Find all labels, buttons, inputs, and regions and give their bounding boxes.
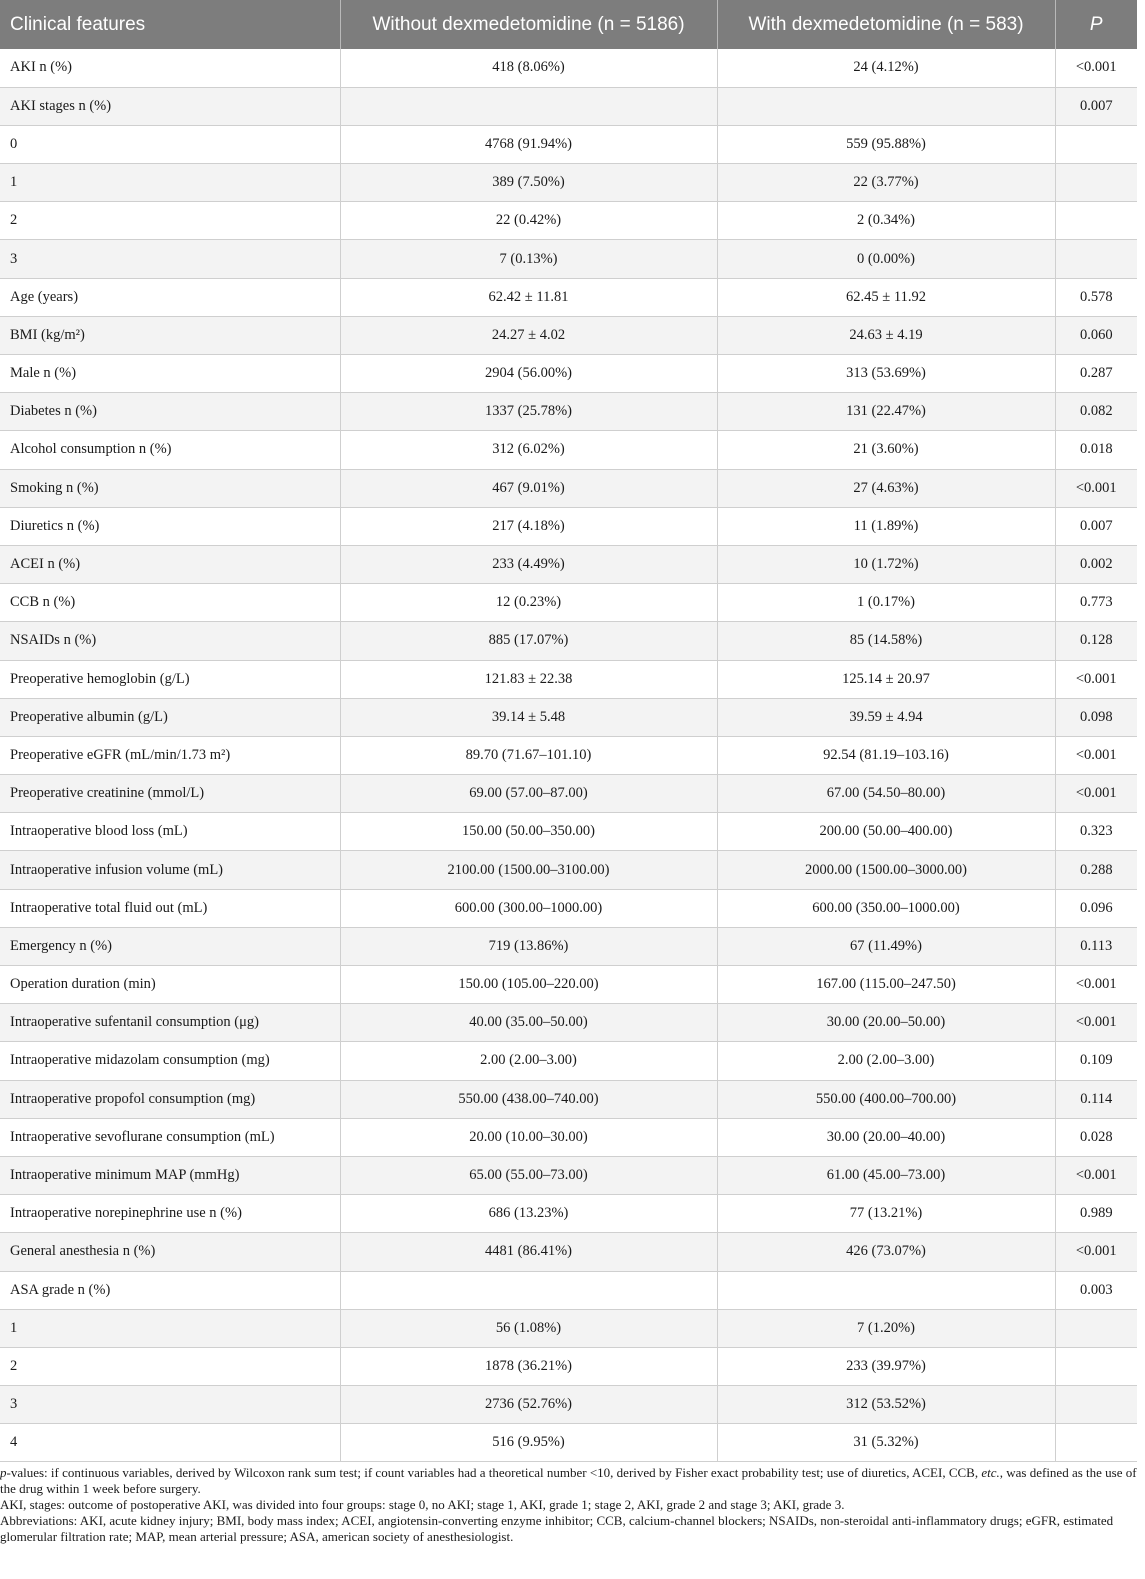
cell-with-dex: 600.00 (350.00–1000.00) [717,889,1055,927]
table-footnotes [0,1462,1143,1545]
cell-feature: 0 [0,125,340,163]
cell-without-dex: 312 (6.02%) [340,431,717,469]
footnote-abbreviations: Abbreviations: AKI, acute kidney injury; BMI, body mass index; ACEI, angiotensin-converting enzyme inhibitor; CCB, calcium-channel blockers; NSAIDs, non-steroidal anti-inflammatory drugs; eGFR, estimated glomerular filtration rate; MAP, mean arterial pressure; ASA, american society of anesthesiologist. [0,1513,1114,1545]
cell-p-value [1055,1386,1137,1424]
cell-feature: Alcohol consumption n (%) [0,431,340,469]
cell-without-dex: 150.00 (50.00–350.00) [340,813,717,851]
table-row [0,889,1137,927]
cell-without-dex: 217 (4.18%) [340,507,717,545]
cell-feature: NSAIDs n (%) [0,622,340,660]
cell-p-value: <0.001 [1055,660,1137,698]
cell-without-dex: 40.00 (35.00–50.00) [340,1004,717,1042]
table-row [0,736,1137,774]
cell-with-dex: 2.00 (2.00–3.00) [717,1042,1055,1080]
cell-without-dex: 65.00 (55.00–73.00) [340,1156,717,1194]
cell-feature: 3 [0,240,340,278]
cell-without-dex: 885 (17.07%) [340,622,717,660]
cell-with-dex: 167.00 (115.00–247.50) [717,966,1055,1004]
cell-p-value: <0.001 [1055,775,1137,813]
cell-without-dex: 20.00 (10.00–30.00) [340,1118,717,1156]
cell-p-value: 0.109 [1055,1042,1137,1080]
cell-with-dex: 11 (1.89%) [717,507,1055,545]
cell-feature: General anesthesia n (%) [0,1233,340,1271]
cell-with-dex: 24 (4.12%) [717,49,1055,87]
cell-feature: AKI n (%) [0,49,340,87]
cell-p-value: 0.007 [1055,87,1137,125]
table-row [0,316,1137,354]
cell-with-dex: 125.14 ± 20.97 [717,660,1055,698]
cell-with-dex [717,1271,1055,1309]
cell-p-value [1055,1347,1137,1385]
cell-without-dex: 22 (0.42%) [340,202,717,240]
cell-p-value: 0.114 [1055,1080,1137,1118]
cell-feature: Operation duration (min) [0,966,340,1004]
cell-p-value: <0.001 [1055,469,1137,507]
cell-feature: ASA grade n (%) [0,1271,340,1309]
cell-p-value: 0.098 [1055,698,1137,736]
footnote-pvalues-text: -values: if continuous variables, derived by Wilcoxon rank sum test; if count variables had a theoretical number <10, derived by Fisher exact probability test; use of diuretics, ACEI, CCB, [6,1465,982,1481]
cell-with-dex: 39.59 ± 4.94 [717,698,1055,736]
cell-p-value: <0.001 [1055,1004,1137,1042]
cell-without-dex: 12 (0.23%) [340,584,717,622]
cell-feature: 4 [0,1424,340,1462]
cell-with-dex: 92.54 (81.19–103.16) [717,736,1055,774]
cell-with-dex: 131 (22.47%) [717,393,1055,431]
cell-p-value: 0.028 [1055,1118,1137,1156]
cell-p-value: <0.001 [1055,1233,1137,1271]
cell-feature: Preoperative hemoglobin (g/L) [0,660,340,698]
cell-p-value: <0.001 [1055,1156,1137,1194]
cell-with-dex: 7 (1.20%) [717,1309,1055,1347]
table-row [0,507,1137,545]
cell-with-dex: 30.00 (20.00–40.00) [717,1118,1055,1156]
cell-feature: 1 [0,1309,340,1347]
cell-p-value [1055,1424,1137,1462]
table-row [0,966,1137,1004]
cell-with-dex: 233 (39.97%) [717,1347,1055,1385]
cell-p-value: <0.001 [1055,966,1137,1004]
cell-with-dex: 85 (14.58%) [717,622,1055,660]
table-row [0,164,1137,202]
header-row [0,0,1137,49]
cell-with-dex: 77 (13.21%) [717,1195,1055,1233]
table-row [0,87,1137,125]
cell-p-value: 0.128 [1055,622,1137,660]
table-row [0,1042,1137,1080]
table-row [0,1004,1137,1042]
cell-without-dex: 686 (13.23%) [340,1195,717,1233]
cell-with-dex: 2 (0.34%) [717,202,1055,240]
footnote-pvalues-tail: , was defined as the use of the drug within 1 week before surgery. [0,1465,1137,1497]
cell-feature: BMI (kg/m²) [0,316,340,354]
cell-without-dex [340,1271,717,1309]
cell-p-value: 0.578 [1055,278,1137,316]
cell-p-value: 0.287 [1055,355,1137,393]
cell-without-dex: 233 (4.49%) [340,545,717,583]
table-row [0,202,1137,240]
cell-without-dex: 24.27 ± 4.02 [340,316,717,354]
cell-without-dex: 2100.00 (1500.00–3100.00) [340,851,717,889]
table-row [0,622,1137,660]
cell-feature: 1 [0,164,340,202]
cell-feature: Intraoperative blood loss (mL) [0,813,340,851]
cell-without-dex: 418 (8.06%) [340,49,717,87]
cell-without-dex: 89.70 (71.67–101.10) [340,736,717,774]
cell-feature: Intraoperative total fluid out (mL) [0,889,340,927]
cell-with-dex: 559 (95.88%) [717,125,1055,163]
table-row [0,1118,1137,1156]
cell-feature: ACEI n (%) [0,545,340,583]
header-with-dexmedetomidine: With dexmedetomidine (n = 583) [717,0,1055,49]
cell-p-value: 0.288 [1055,851,1137,889]
table-row [0,1386,1137,1424]
table-row [0,1156,1137,1194]
cell-with-dex: 30.00 (20.00–50.00) [717,1004,1055,1042]
cell-without-dex: 550.00 (438.00–740.00) [340,1080,717,1118]
cell-with-dex: 24.63 ± 4.19 [717,316,1055,354]
cell-p-value: 0.773 [1055,584,1137,622]
table-row [0,1195,1137,1233]
cell-without-dex: 4481 (86.41%) [340,1233,717,1271]
cell-without-dex: 39.14 ± 5.48 [340,698,717,736]
cell-p-value: 0.989 [1055,1195,1137,1233]
cell-with-dex: 10 (1.72%) [717,545,1055,583]
cell-feature: Age (years) [0,278,340,316]
cell-with-dex: 67 (11.49%) [717,927,1055,965]
footnote-etc: etc. [981,1465,1000,1481]
cell-p-value: <0.001 [1055,736,1137,774]
cell-without-dex: 1337 (25.78%) [340,393,717,431]
table-row [0,49,1137,87]
cell-feature: Intraoperative minimum MAP (mmHg) [0,1156,340,1194]
cell-p-value [1055,202,1137,240]
cell-with-dex: 31 (5.32%) [717,1424,1055,1462]
table-row [0,1347,1137,1385]
table-row [0,431,1137,469]
table-row [0,1424,1137,1462]
cell-with-dex: 62.45 ± 11.92 [717,278,1055,316]
table-row [0,240,1137,278]
cell-feature: Emergency n (%) [0,927,340,965]
cell-p-value: 0.060 [1055,316,1137,354]
cell-p-value: 0.113 [1055,927,1137,965]
cell-with-dex: 1 (0.17%) [717,584,1055,622]
cell-with-dex: 312 (53.52%) [717,1386,1055,1424]
table-row [0,813,1137,851]
cell-without-dex: 389 (7.50%) [340,164,717,202]
cell-without-dex: 719 (13.86%) [340,927,717,965]
cell-feature: Intraoperative infusion volume (mL) [0,851,340,889]
table-row [0,278,1137,316]
cell-without-dex: 69.00 (57.00–87.00) [340,775,717,813]
cell-without-dex: 150.00 (105.00–220.00) [340,966,717,1004]
cell-feature: Preoperative albumin (g/L) [0,698,340,736]
cell-feature: Intraoperative propofol consumption (mg) [0,1080,340,1118]
cell-with-dex: 426 (73.07%) [717,1233,1055,1271]
cell-with-dex: 2000.00 (1500.00–3000.00) [717,851,1055,889]
table-row [0,1271,1137,1309]
cell-without-dex: 2.00 (2.00–3.00) [340,1042,717,1080]
cell-p-value [1055,240,1137,278]
cell-feature: Diuretics n (%) [0,507,340,545]
cell-without-dex: 121.83 ± 22.38 [340,660,717,698]
table-row [0,1309,1137,1347]
cell-without-dex: 1878 (36.21%) [340,1347,717,1385]
cell-feature: Intraoperative sufentanil consumption (μg) [0,1004,340,1042]
cell-without-dex [340,87,717,125]
table-row [0,545,1137,583]
table-row [0,927,1137,965]
table-body [0,49,1137,1462]
header-p-value: P [1055,0,1137,49]
cell-with-dex: 550.00 (400.00–700.00) [717,1080,1055,1118]
cell-with-dex: 67.00 (54.50–80.00) [717,775,1055,813]
table-row [0,851,1137,889]
cell-without-dex: 62.42 ± 11.81 [340,278,717,316]
cell-with-dex: 61.00 (45.00–73.00) [717,1156,1055,1194]
table-row [0,125,1137,163]
cell-with-dex: 21 (3.60%) [717,431,1055,469]
cell-p-value [1055,125,1137,163]
cell-feature: 2 [0,1347,340,1385]
cell-feature: Preoperative creatinine (mmol/L) [0,775,340,813]
cell-p-value: 0.007 [1055,507,1137,545]
cell-with-dex: 0 (0.00%) [717,240,1055,278]
cell-feature: Intraoperative norepinephrine use n (%) [0,1195,340,1233]
cell-feature: AKI stages n (%) [0,87,340,125]
table-row [0,698,1137,736]
cell-p-value: 0.096 [1055,889,1137,927]
cell-feature: Intraoperative sevoflurane consumption (mL) [0,1118,340,1156]
cell-p-value: <0.001 [1055,49,1137,87]
cell-without-dex: 516 (9.95%) [340,1424,717,1462]
table-row [0,393,1137,431]
table-row [0,469,1137,507]
cell-without-dex: 2904 (56.00%) [340,355,717,393]
cell-without-dex: 4768 (91.94%) [340,125,717,163]
table-row [0,584,1137,622]
cell-without-dex: 56 (1.08%) [340,1309,717,1347]
cell-p-value [1055,164,1137,202]
footnote-p-letter: p [0,1465,7,1481]
cell-with-dex: 313 (53.69%) [717,355,1055,393]
cell-p-value: 0.082 [1055,393,1137,431]
cell-p-value: 0.003 [1055,1271,1137,1309]
cell-p-value: 0.323 [1055,813,1137,851]
cell-feature: Smoking n (%) [0,469,340,507]
cell-without-dex: 7 (0.13%) [340,240,717,278]
table-row [0,660,1137,698]
cell-with-dex: 200.00 (50.00–400.00) [717,813,1055,851]
table-row [0,355,1137,393]
footnote-pvalues [0,1465,1137,1497]
cell-without-dex: 600.00 (300.00–1000.00) [340,889,717,927]
cell-p-value [1055,1309,1137,1347]
cell-feature: 2 [0,202,340,240]
cell-feature: Diabetes n (%) [0,393,340,431]
table-header [0,0,1137,49]
cell-with-dex: 27 (4.63%) [717,469,1055,507]
header-clinical-features: Clinical features [0,0,340,49]
cell-feature: Preoperative eGFR (mL/min/1.73 m²) [0,736,340,774]
cell-with-dex [717,87,1055,125]
cell-p-value: 0.018 [1055,431,1137,469]
table-row [0,775,1137,813]
cell-feature: CCB n (%) [0,584,340,622]
header-without-dexmedetomidine: Without dexmedetomidine (n = 5186) [340,0,717,49]
cell-feature: Intraoperative midazolam consumption (mg) [0,1042,340,1080]
table-row [0,1080,1137,1118]
cell-feature: 3 [0,1386,340,1424]
cell-without-dex: 467 (9.01%) [340,469,717,507]
cell-feature: Male n (%) [0,355,340,393]
table-row [0,1233,1137,1271]
cell-with-dex: 22 (3.77%) [717,164,1055,202]
cell-without-dex: 2736 (52.76%) [340,1386,717,1424]
cell-p-value: 0.002 [1055,545,1137,583]
footnote-stages: AKI, stages: outcome of postoperative AKI, was divided into four groups: stage 0, no AKI; stage 1, AKI, grade 1; stage 2, AKI, grade 2 and stage 3; AKI, grade 3. [0,1497,845,1513]
